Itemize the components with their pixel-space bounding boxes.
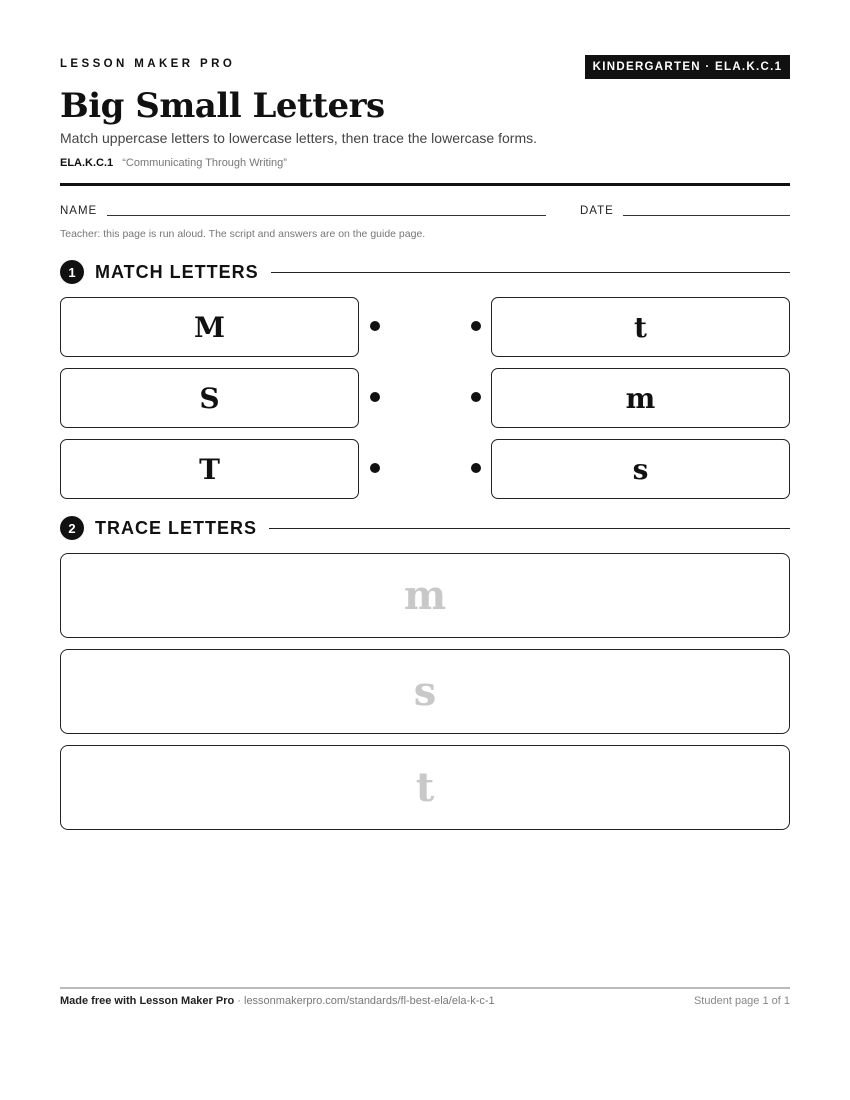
section-rule: [269, 528, 790, 529]
uppercase-letter-box[interactable]: M: [60, 297, 359, 357]
footer-made-with: Made free with Lesson Maker Pro: [60, 995, 235, 1007]
match-dot-right[interactable]: [471, 392, 481, 402]
page-title: Big Small Letters: [60, 86, 385, 126]
page-subtitle: Match uppercase letters to lowercase letters, then trace the lowercase forms.: [60, 130, 537, 146]
section-number: 1: [60, 260, 84, 284]
section-title: MATCH LETTERS: [95, 261, 259, 282]
name-label: NAME: [60, 205, 98, 217]
uppercase-letter-box[interactable]: S: [60, 368, 359, 428]
teacher-note: Teacher: this page is run aloud. The script and answers are on the guide page.: [60, 228, 426, 240]
footer-credit: [60, 995, 495, 1007]
match-dot-left[interactable]: [370, 392, 380, 402]
trace-letter-box[interactable]: m: [60, 553, 790, 638]
trace-section-header: [60, 515, 790, 541]
trace-letter-box[interactable]: s: [60, 649, 790, 734]
standard-code: ELA.K.C.1: [60, 157, 114, 169]
footer-url[interactable]: · lessonmakerpro.com/standards/fl-best-ela/ela-k-c-1: [234, 995, 495, 1007]
section-rule: [271, 272, 790, 273]
match-section-header: [60, 259, 790, 285]
lowercase-letter-box[interactable]: s: [491, 439, 790, 499]
section-number: 2: [60, 516, 84, 540]
match-dot-right[interactable]: [471, 463, 481, 473]
footer-page-number: Student page 1 of 1: [693, 995, 790, 1007]
date-label: DATE: [580, 205, 614, 217]
lowercase-letter-box[interactable]: m: [491, 368, 790, 428]
header-divider: [60, 183, 790, 186]
brand-name: LESSON MAKER PRO: [60, 58, 236, 70]
section-title: TRACE LETTERS: [95, 517, 258, 538]
date-field-line[interactable]: [623, 215, 790, 216]
standard-name: “Communicating Through Writing”: [122, 157, 287, 169]
standard-line: [60, 157, 287, 169]
match-dot-left[interactable]: [370, 463, 380, 473]
grade-badge: KINDERGARTEN · ELA.K.C.1: [585, 55, 790, 79]
name-field-line[interactable]: [107, 215, 546, 216]
footer-divider: [60, 987, 790, 989]
match-dot-right[interactable]: [471, 321, 481, 331]
trace-letter-box[interactable]: t: [60, 745, 790, 830]
match-dot-left[interactable]: [370, 321, 380, 331]
uppercase-letter-box[interactable]: T: [60, 439, 359, 499]
lowercase-letter-box[interactable]: t: [491, 297, 790, 357]
